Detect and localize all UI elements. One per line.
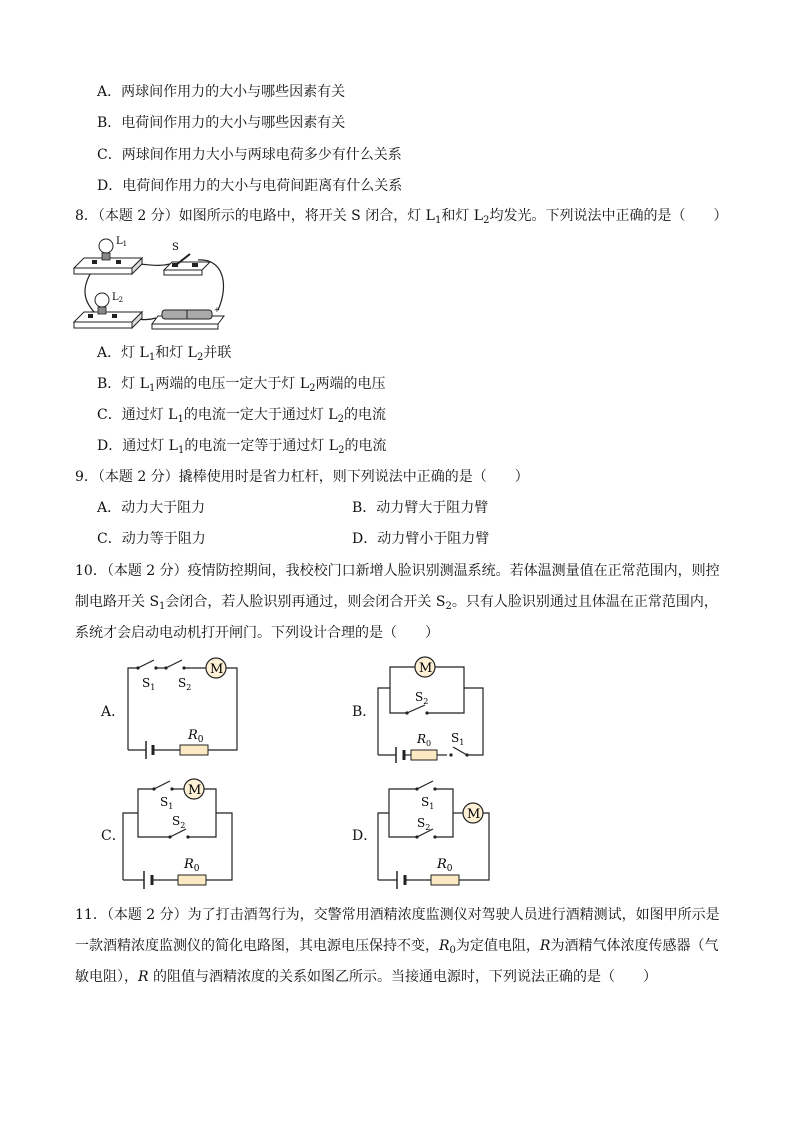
q7-option-b: B．电荷间作用力的大小与哪些因素有关 xyxy=(97,115,346,131)
svg-text:M: M xyxy=(467,807,481,822)
q10-line-3: 系统才会启动电动机打开闸门。下列设计合理的是（ ） xyxy=(75,625,439,641)
q10-option-a-letter: A． xyxy=(101,704,126,720)
q10-option-d-letter: D． xyxy=(352,828,378,844)
r0-label: $R_0$ xyxy=(188,728,204,745)
q11-line-2: 一款酒精浓度监测仪的简化电路图，其电源电压保持不变，$R_0$为定值电阻，R为酒精气体浓度传感器（气 xyxy=(75,938,719,956)
q8-option-b: B．灯 $L_1$两端的电压一定大于灯 $L_2$两端的电压 xyxy=(97,376,386,394)
s1-label: $S_1$ xyxy=(142,676,156,692)
svg-text:S2: $S_2$ xyxy=(417,816,431,832)
q8-l2-label: $L_2$ xyxy=(112,292,124,304)
q9-stem: 9．（本题 2 分）撬棒使用时是省力杠杆，则下列说法中正确的是（ ） xyxy=(75,469,529,485)
q11-line-1: 11．（本题 2 分）为了打击酒驾行为，交警常用酒精浓度监测仪对驾驶人员进行酒精测试，如图甲所示是 xyxy=(75,907,720,923)
q8-option-a: A．灯 $L_1$和灯 $L_2$并联 xyxy=(97,345,232,363)
svg-text:S1: $S_1$ xyxy=(421,795,435,811)
s2-label: $S_2$ xyxy=(178,676,192,692)
q10-line-1: 10．（本题 2 分）疫情防控期间，我校校门口新增人脸识别测温系统。若体温测量值在正常范围内，则控 xyxy=(75,563,720,579)
q8-circuit-figure xyxy=(72,228,242,338)
q8-option-d: D．通过灯 $L_1$的电流一定等于通过灯 $L_2$的电流 xyxy=(97,438,387,456)
q10-circuit-a xyxy=(120,655,250,757)
q9-option-b: B．动力臂大于阻力臂 xyxy=(352,500,489,516)
q8-s-label: S xyxy=(172,242,179,253)
q10-option-b-letter: B． xyxy=(352,704,377,720)
q7-option-c: C．两球间作用力大小与两球电荷多少有什么关系 xyxy=(97,147,402,163)
svg-text:S2: $S_2$ xyxy=(415,690,429,706)
svg-text:+: + xyxy=(214,306,220,314)
svg-text:M: M xyxy=(419,661,433,676)
q8-l1-label: $L_1$ xyxy=(116,236,128,248)
q10-line-2: 制电路开关 $S_1$会闭合，若人脸识别再通过，则会闭合开关 $S_2$。只有人脸识别通过且体温在正常范围内， xyxy=(75,594,718,612)
svg-text:S2: $S_2$ xyxy=(172,814,186,830)
q9-option-d: D．动力臂小于阻力臂 xyxy=(352,531,490,547)
svg-text:R0: $R_0$ xyxy=(184,857,200,874)
q7-option-d: D．电荷间作用力的大小与电荷间距离有什么关系 xyxy=(97,178,403,194)
q7-option-a: A．两球间作用力的大小与哪些因素有关 xyxy=(97,84,346,100)
q8-option-c: C．通过灯 $L_1$的电流一定大于通过灯 $L_2$的电流 xyxy=(97,407,386,425)
motor-label: M xyxy=(210,662,224,677)
svg-text:R0: $R_0$ xyxy=(437,857,453,874)
q8-stem: 8．（本题 2 分）如图所示的电路中，将开关 S 闭合，灯 $L_1$和灯 $L_2$均发光。下列说法中正确的是（ ） xyxy=(75,208,728,226)
q9-option-a: A．动力大于阻力 xyxy=(97,500,206,516)
svg-text:M: M xyxy=(188,783,202,798)
q9-option-c: C．动力等于阻力 xyxy=(97,531,206,547)
q10-circuit-d xyxy=(375,775,505,889)
q11-line-3: 敏电阻），R 的阻值与酒精浓度的关系如图乙所示。当接通电源时，下列说法正确的是（ ） xyxy=(75,969,657,985)
q10-option-c-letter: C． xyxy=(101,828,126,844)
svg-text:S1: $S_1$ xyxy=(160,795,174,811)
svg-text:S1: $S_1$ xyxy=(451,731,465,747)
svg-text:R0: $R_0$ xyxy=(417,732,432,748)
q10-circuit-b xyxy=(375,655,505,763)
q10-circuit-c xyxy=(120,775,250,889)
